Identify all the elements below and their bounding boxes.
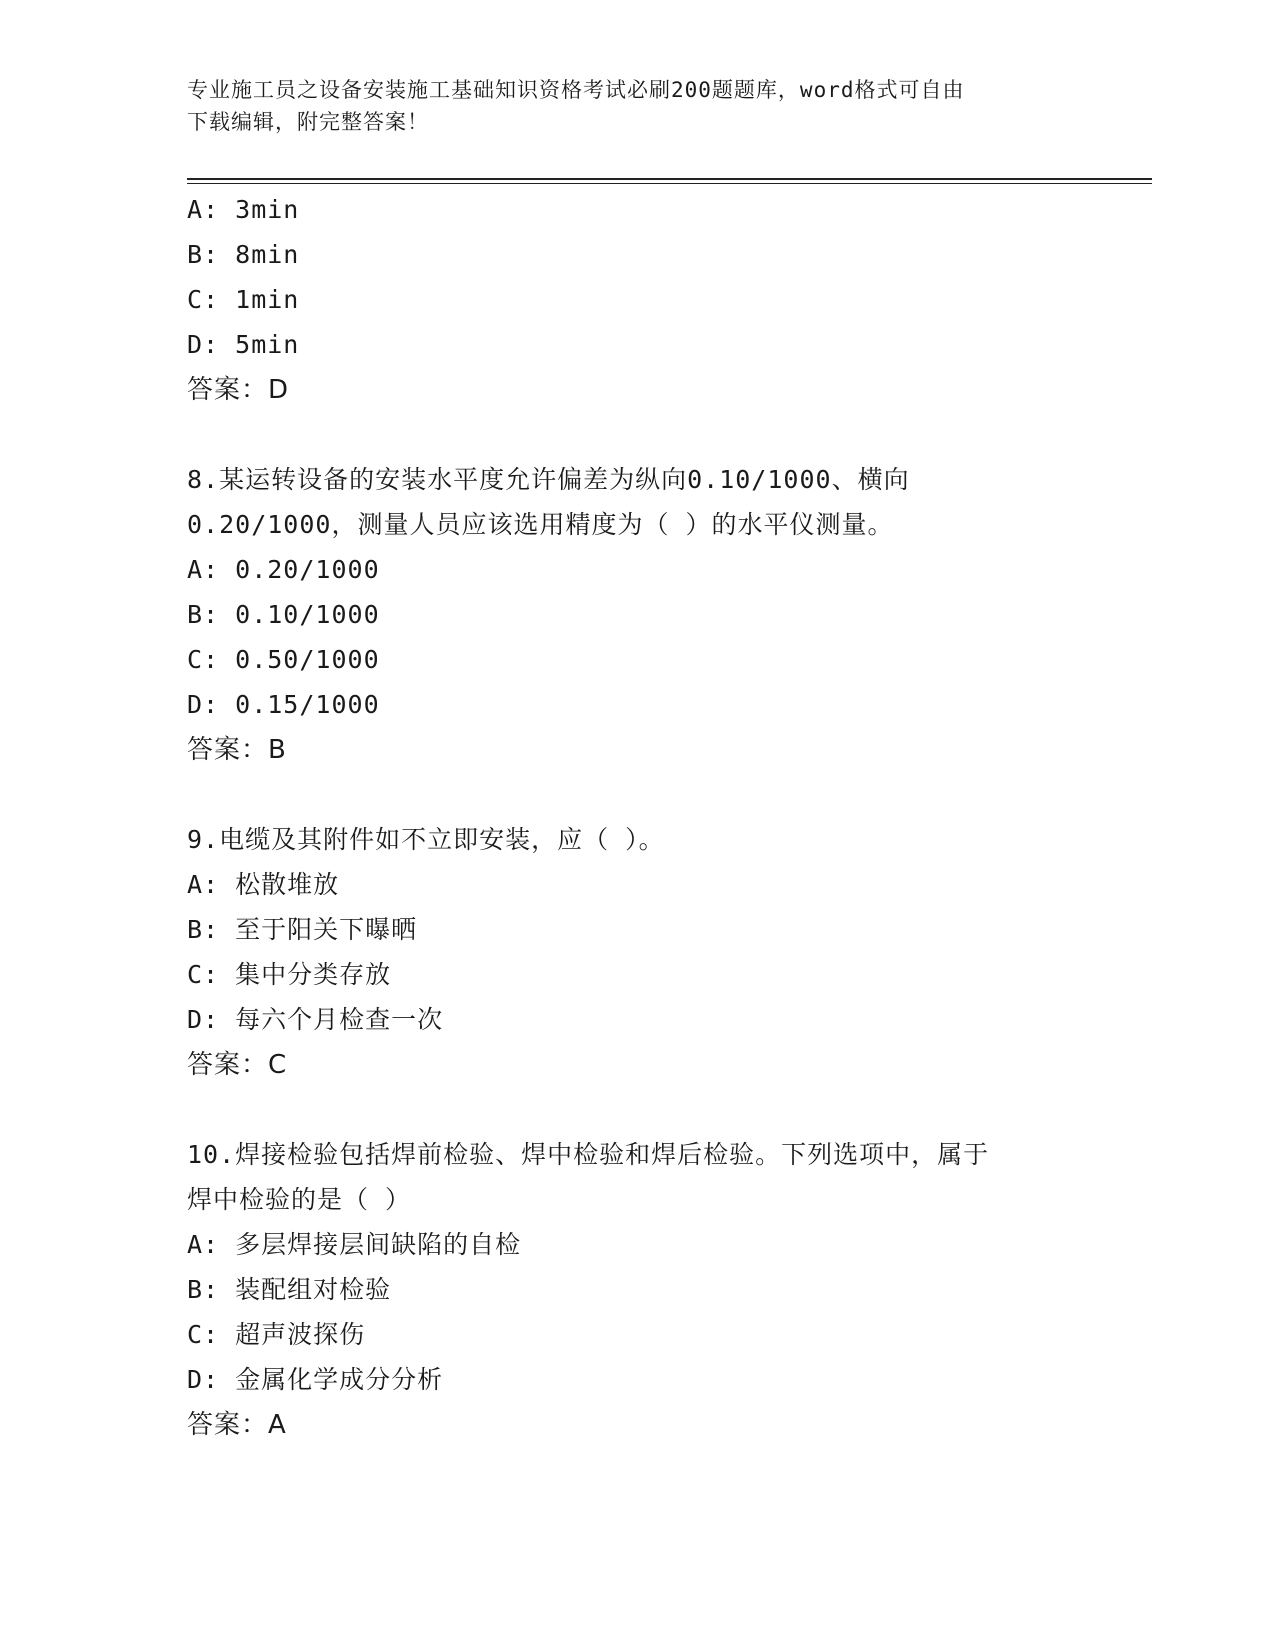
q9-option-c: C: 集中分类存放 <box>187 960 392 989</box>
q7-option-c: C: 1min <box>187 285 300 314</box>
q9-option-b: B: 至于阳关下曝晒 <box>187 915 418 944</box>
q10-option-d: D: 金属化学成分分析 <box>187 1365 444 1394</box>
q9-stem-line-1: 9.电缆及其附件如不立即安装，应（ ）。 <box>187 825 665 854</box>
q8-stem-line-2: 0.20/1000，测量人员应该选用精度为（ ）的水平仪测量。 <box>187 510 894 539</box>
q8-option-c: C: 0.50/1000 <box>187 645 380 674</box>
q8-option-d: D: 0.15/1000 <box>187 690 380 719</box>
q8-stem-line-1: 8.某运转设备的安装水平度允许偏差为纵向0.10/1000、横向 <box>187 465 910 494</box>
q9-option-a: A: 松散堆放 <box>187 870 340 899</box>
q7-option-a: A: 3min <box>187 195 300 224</box>
header-line-2: 下载编辑，附完整答案！ <box>187 110 429 134</box>
q8-option-b: B: 0.10/1000 <box>187 600 380 629</box>
q10-stem-line-2: 焊中检验的是（ ） <box>187 1185 412 1214</box>
q10-option-c: C: 超声波探伤 <box>187 1320 366 1349</box>
header-rule-thin <box>187 183 1152 184</box>
q9-answer: 答案：C <box>187 1050 288 1080</box>
q7-answer: 答案：D <box>187 375 290 405</box>
q10-option-b: B: 装配组对检验 <box>187 1275 392 1304</box>
q7-option-b: B: 8min <box>187 240 300 269</box>
q9-option-d: D: 每六个月检查一次 <box>187 1005 444 1034</box>
q10-stem-line-1: 10.焊接检验包括焊前检验、焊中检验和焊后检验。下列选项中，属于 <box>187 1140 990 1169</box>
q10-option-a: A: 多层焊接层间缺陷的自检 <box>187 1230 522 1259</box>
q10-answer: 答案：A <box>187 1410 287 1440</box>
header-rule-thick <box>187 178 1152 180</box>
q8-option-a: A: 0.20/1000 <box>187 555 380 584</box>
document-header <box>187 74 1087 138</box>
q7-option-d: D: 5min <box>187 330 300 359</box>
q8-answer: 答案：B <box>187 735 287 765</box>
header-line-1: 专业施工员之设备安装施工基础知识资格考试必刷200题题库，word格式可自由 <box>187 78 965 102</box>
